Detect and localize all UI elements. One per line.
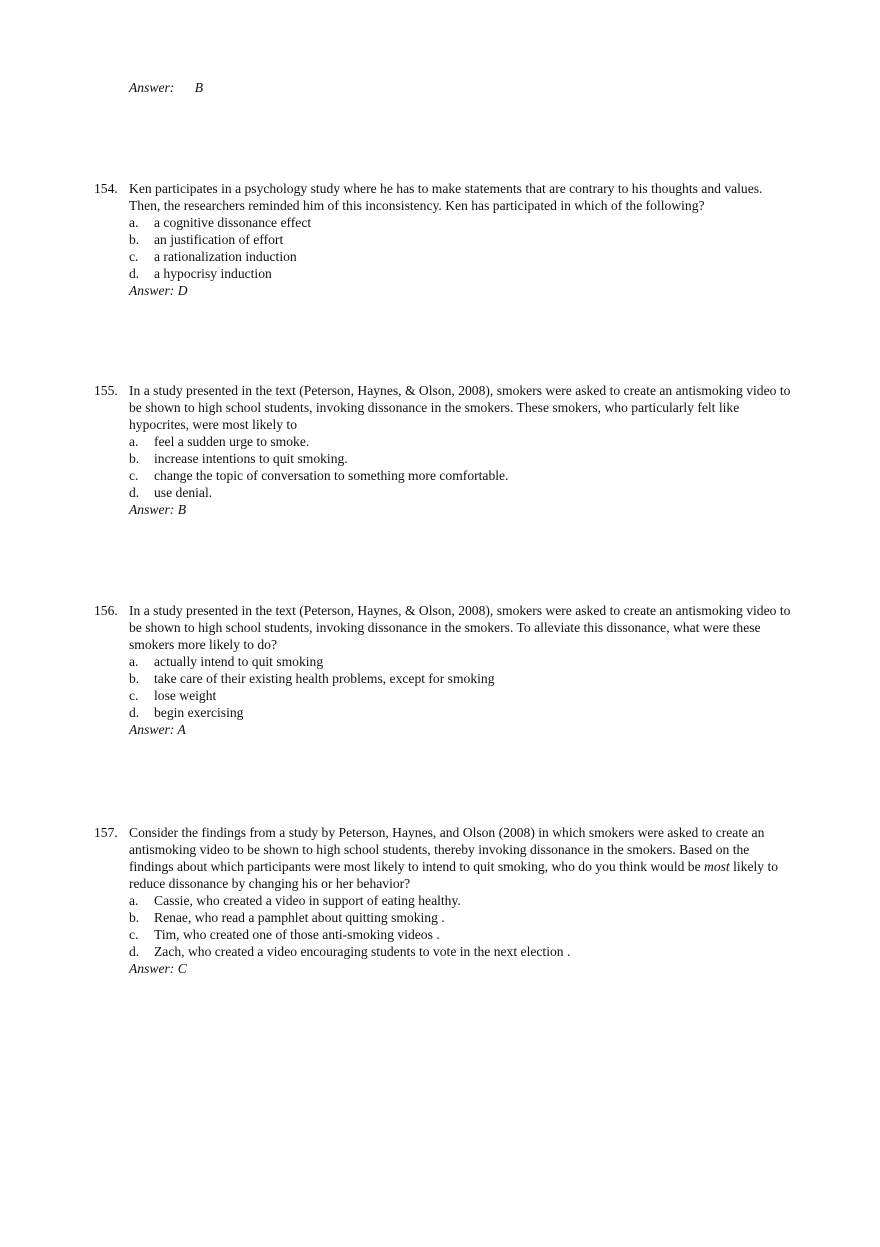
option-text: feel a sudden urge to smoke.: [154, 434, 310, 449]
question-text: Ken participates in a psychology study where he has to make statements that are contrary to his thoughts and values. Then, the researchers reminded him of this inconsistency. Ken has participated in which of the following?: [129, 181, 763, 213]
option-letter: a.: [129, 893, 139, 908]
option-c: [129, 467, 794, 484]
answer-options: [94, 892, 794, 960]
answer-key: Answer: D: [129, 283, 188, 298]
question-156: [94, 602, 794, 738]
answer-options: [94, 653, 794, 721]
option-text: a cognitive dissonance effect: [154, 215, 312, 230]
option-a: [129, 653, 794, 670]
question-text-end: likely to reduce dissonance by changing his or her behavior?: [129, 859, 779, 891]
option-letter: c.: [129, 249, 139, 264]
option-letter: b.: [129, 671, 140, 686]
question-stem: [94, 824, 794, 892]
question-number: 156.: [94, 603, 118, 618]
option-letter: b.: [129, 451, 140, 466]
option-letter: a.: [129, 434, 139, 449]
option-text: take care of their existing health problems, except for smoking: [154, 671, 495, 686]
previous-answer: [129, 79, 203, 96]
question-stem: [94, 382, 794, 433]
option-letter: d.: [129, 705, 140, 720]
question-155: [94, 382, 794, 518]
option-c: [129, 248, 794, 265]
question-stem: [94, 602, 794, 653]
option-text: Cassie, who created a video in support of eating healthy.: [154, 893, 461, 908]
question-text-start: Consider the findings from a study by Peterson, Haynes, and Olson (2008) in which smokers were asked to create an antismoking video to be shown to high school students, thereby invoking dissonance in the smokers. Based on the findings about which participants were most likely to intend to quit smoking, who do you think would be: [129, 825, 765, 874]
option-letter: d.: [129, 944, 140, 959]
option-text: begin exercising: [154, 705, 244, 720]
option-letter: d.: [129, 485, 140, 500]
option-text: Tim, who created one of those anti-smoking videos .: [154, 927, 440, 942]
answer-key: Answer: B: [129, 502, 187, 517]
option-b: [129, 450, 794, 467]
answer-value: B: [194, 80, 204, 95]
option-text: change the topic of conversation to something more comfortable.: [154, 468, 509, 483]
option-c: [129, 926, 794, 943]
question-number: 157.: [94, 825, 118, 840]
option-text: use denial.: [154, 485, 213, 500]
option-letter: a.: [129, 215, 139, 230]
question-number: 155.: [94, 383, 118, 398]
answer-key: Answer: A: [129, 722, 186, 737]
option-text: Renae, who read a pamphlet about quitting smoking .: [154, 910, 445, 925]
option-d: [129, 943, 794, 960]
question-stem: [94, 180, 794, 214]
question-154: [94, 180, 794, 299]
option-text: a hypocrisy induction: [154, 266, 272, 281]
question-text: In a study presented in the text (Peterson, Haynes, & Olson, 2008), smokers were asked to create an antismoking video to be shown to high school students, invoking dissonance in the smokers. These smokers, who particularly felt like hypocrites, were most likely to: [129, 383, 791, 432]
question-text: In a study presented in the text (Peterson, Haynes, & Olson, 2008), smokers were asked to create an antismoking video to be shown to high school students, invoking dissonance in the smokers. To alleviate this dissonance, what were these smokers more likely to do?: [129, 603, 791, 652]
option-b: [129, 670, 794, 687]
option-c: [129, 687, 794, 704]
option-letter: d.: [129, 266, 140, 281]
option-d: [129, 484, 794, 501]
question-text: [129, 825, 778, 891]
option-d: [129, 704, 794, 721]
option-letter: c.: [129, 468, 139, 483]
option-a: [129, 214, 794, 231]
answer-options: [94, 433, 794, 501]
option-letter: c.: [129, 688, 139, 703]
option-text: increase intentions to quit smoking.: [154, 451, 348, 466]
option-text: Zach, who created a video encouraging students to vote in the next election .: [154, 944, 571, 959]
option-a: [129, 892, 794, 909]
option-letter: b.: [129, 910, 140, 925]
answer-label: Answer:: [129, 80, 175, 95]
option-letter: a.: [129, 654, 139, 669]
option-b: [129, 231, 794, 248]
option-a: [129, 433, 794, 450]
question-text-emphasis: most: [704, 859, 730, 874]
option-text: lose weight: [154, 688, 217, 703]
option-text: an justification of effort: [154, 232, 284, 247]
option-d: [129, 265, 794, 282]
answer-options: [94, 214, 794, 282]
question-number: 154.: [94, 181, 118, 196]
option-text: a rationalization induction: [154, 249, 297, 264]
option-b: [129, 909, 794, 926]
answer-key: Answer: C: [129, 961, 187, 976]
option-letter: b.: [129, 232, 140, 247]
option-letter: c.: [129, 927, 139, 942]
question-157: [94, 824, 794, 977]
option-text: actually intend to quit smoking: [154, 654, 324, 669]
